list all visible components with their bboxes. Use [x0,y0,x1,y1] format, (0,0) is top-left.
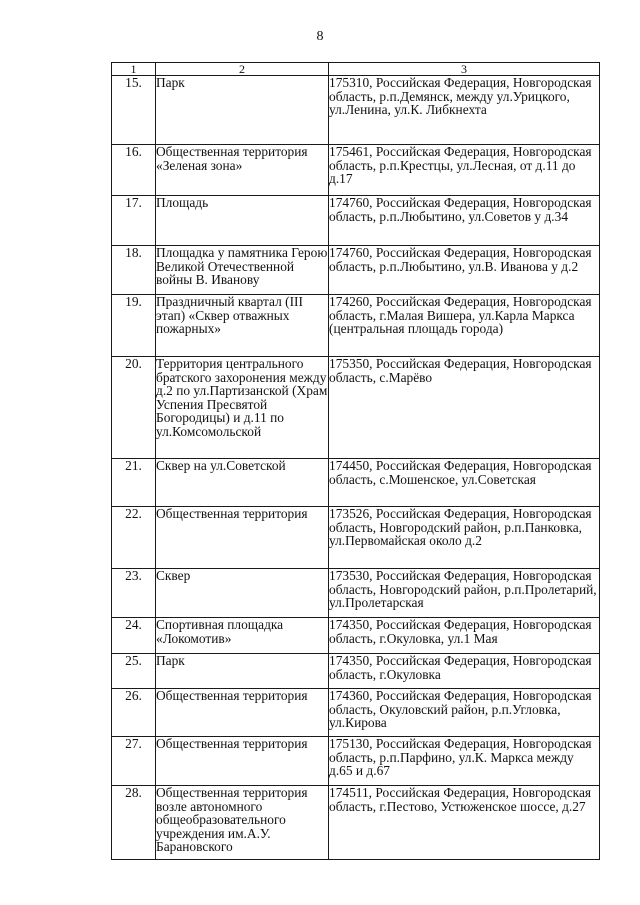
row-number: 28. [112,786,156,860]
territory-address: 174450, Российская Федерация, Новгородская область, с.Мошенское, ул.Советская [329,459,600,507]
table-row [112,654,600,689]
territory-address: 175350, Российская Федерация, Новгородская область, с.Марёво [329,357,600,459]
table-row [112,145,600,196]
row-number: 27. [112,737,156,786]
territory-address: 174350, Российская Федерация, Новгородская область, г.Окуловка, ул.1 Мая [329,618,600,654]
territory-address: 174511, Российская Федерация, Новгородская область, г.Пестово, Устюженское шоссе, д.27 [329,786,600,860]
territory-name: Парк [156,76,329,145]
row-number: 20. [112,357,156,459]
row-number: 25. [112,654,156,689]
table-row [112,76,600,145]
table-row [112,569,600,618]
territory-name: Общественная территория «Зеленая зона» [156,145,329,196]
row-number: 21. [112,459,156,507]
row-number: 17. [112,196,156,246]
territories-table [111,62,600,860]
table-row [112,357,600,459]
table-row [112,295,600,357]
territory-name: Площадка у памятника Герою Великой Отечественной войны В. Иванову [156,246,329,295]
row-number: 18. [112,246,156,295]
table-row [112,689,600,737]
table-row [112,737,600,786]
table-row [112,459,600,507]
territory-name: Территория центрального братского захоронения между д.2 по ул.Партизанской (Храм Успения Пресвятой Богородицы) и д.11 по ул.Комсомольской [156,357,329,459]
territory-name: Площадь [156,196,329,246]
table-row [112,507,600,569]
territory-name: Общественная территория [156,689,329,737]
row-number: 15. [112,76,156,145]
territory-name: Парк [156,654,329,689]
column-header-number: 1 [112,63,156,76]
page-number: 8 [316,29,324,44]
territory-address: 175310, Российская Федерация, Новгородская область, р.п.Демянск, между ул.Урицкого, ул.Ленина, ул.К. Либкнехта [329,76,600,145]
territory-name: Праздничный квартал (III этап) «Сквер отважных пожарных» [156,295,329,357]
territory-address: 175130, Российская Федерация, Новгородская область, р.п.Парфино, ул.К. Маркса между д.65 и д.67 [329,737,600,786]
table-row [112,196,600,246]
territory-name: Сквер [156,569,329,618]
territory-name: Общественная территория возле автономного общеобразовательного учреждения им.А.У. Барановского [156,786,329,860]
table-row [112,618,600,654]
territory-name: Спортивная площадка «Локомотив» [156,618,329,654]
row-number: 24. [112,618,156,654]
territory-address: 174760, Российская Федерация, Новгородская область, р.п.Любытино, ул.Советов у д.34 [329,196,600,246]
row-number: 23. [112,569,156,618]
territory-address: 173526, Российская Федерация, Новгородская область, Новгородский район, р.п.Панковка, ул.Первомайская около д.2 [329,507,600,569]
row-number: 16. [112,145,156,196]
territory-address: 174260, Российская Федерация, Новгородская область, г.Малая Вишера, ул.Карла Маркса (центральная площадь города) [329,295,600,357]
column-header-address: 3 [329,63,600,76]
row-number: 19. [112,295,156,357]
territory-name: Общественная территория [156,507,329,569]
territory-address: 174360, Российская Федерация, Новгородская область, Окуловский район, р.п.Угловка, ул.Кирова [329,689,600,737]
table-row [112,786,600,860]
territory-name: Сквер на ул.Советской [156,459,329,507]
table-row [112,246,600,295]
column-header-name: 2 [156,63,329,76]
row-number: 22. [112,507,156,569]
territory-address: 173530, Российская Федерация, Новгородская область, Новгородский район, р.п.Пролетарий, ул.Пролетарская [329,569,600,618]
territory-address: 174350, Российская Федерация, Новгородская область, г.Окуловка [329,654,600,689]
territory-address: 174760, Российская Федерация, Новгородская область, р.п.Любытино, ул.В. Иванова у д.2 [329,246,600,295]
table-header-row [112,63,600,76]
row-number: 26. [112,689,156,737]
territory-address: 175461, Российская Федерация, Новгородская область, р.п.Крестцы, ул.Лесная, от д.11 до д.17 [329,145,600,196]
territory-name: Общественная территория [156,737,329,786]
